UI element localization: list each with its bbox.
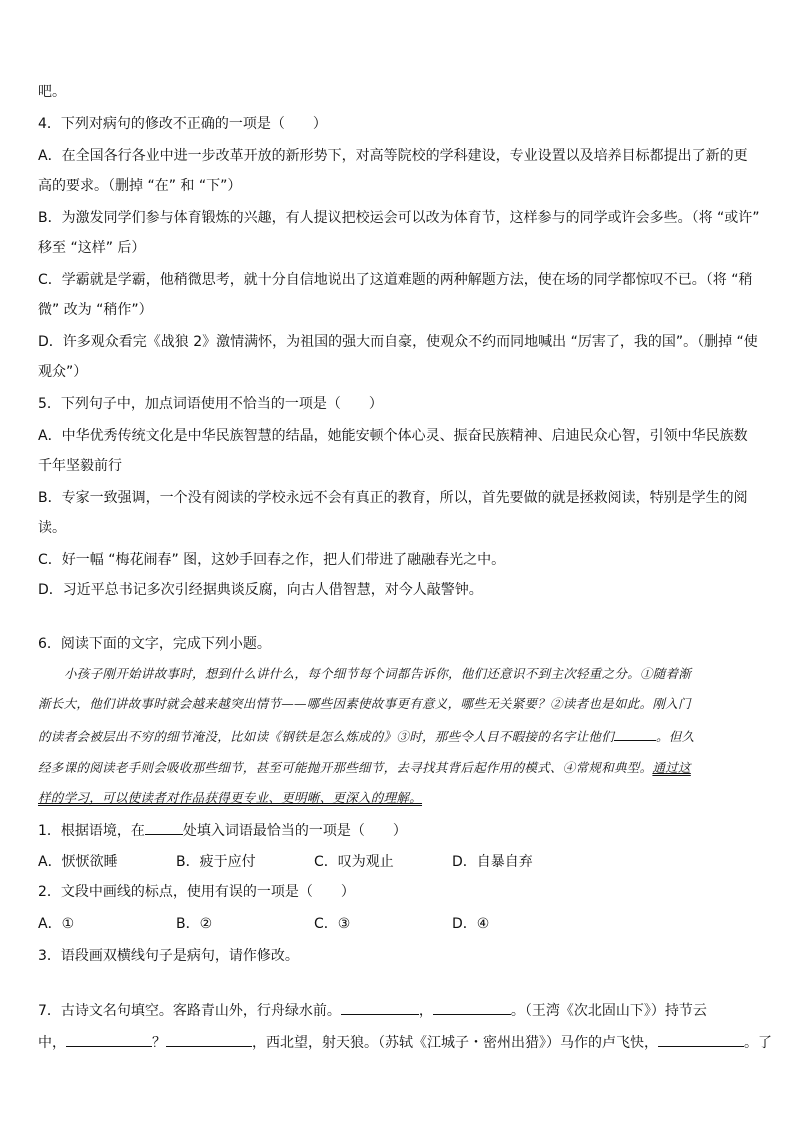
fill-blank[interactable] bbox=[166, 1032, 252, 1047]
q4-option-a-cont: 高的要求。（删掉 “在” 和 “下”） bbox=[38, 178, 242, 194]
question-7 bbox=[38, 1000, 758, 1021]
q1-option-b: B．疲于应付 bbox=[176, 854, 256, 870]
q2-option-b: B．② bbox=[176, 916, 213, 932]
sub-question-1 bbox=[38, 820, 758, 841]
q4-option-c: C．学霸就是学霸，他稍微思考，就十分自信地说出了这道难题的两种解题方法，使在场的同学都惊叹不已。（将 “稍 bbox=[38, 272, 753, 288]
q5-option-b: B．专家一致强调，一个没有阅读的学校永远不会有真正的教育，所以，首先要做的就是拯救阅读，特别是学生的阅 bbox=[38, 490, 748, 506]
q4-option-d-cont: 观众”） bbox=[38, 364, 88, 380]
q5-option-b-cont: 读。 bbox=[38, 520, 66, 536]
passage-text: 。但久 bbox=[656, 729, 695, 744]
question-6-stem: 6．阅读下面的文字，完成下列小题。 bbox=[38, 636, 271, 652]
question-text: ？ bbox=[152, 1035, 166, 1051]
sub-question-2: 2．文段中画线的标点，使用有误的一项是（ ） bbox=[38, 884, 355, 900]
q4-option-b: B．为激发同学们参与体育锻炼的兴趣，有人提议把校运会可以改为体育节，这样参与的同学或许会多些。（将 “或许” bbox=[38, 210, 760, 226]
question-text: ， bbox=[418, 1003, 433, 1019]
q2-option-c: C．③ bbox=[314, 916, 351, 932]
passage-line: 渐长大，他们讲故事时就会越来越突出情节——哪些因素使故事更有意义，哪些无关紧要？②读者也是如此。刚入门 bbox=[38, 696, 691, 711]
q2-option-a: A．① bbox=[38, 916, 75, 932]
q1-option-d: D．自暴自弃 bbox=[452, 854, 533, 870]
double-underlined-text: 样的学习，可以使读者对作品获得更专业、更明晰、更深入的理解。 bbox=[38, 790, 423, 805]
question-text: 。（王湾《次北固山下》）持节云 bbox=[510, 1003, 707, 1019]
q4-option-b-cont: 移至 “这样” 后） bbox=[38, 240, 146, 256]
question-text: 中， bbox=[38, 1035, 66, 1051]
fill-blank[interactable] bbox=[66, 1032, 152, 1047]
passage-text: 经多课的阅读老手则会吸收那些细节，甚至可能抛开那些细节，去寻找其背后起作用的模式、④常规和典型。 bbox=[38, 760, 653, 775]
question-5-stem: 5．下列句子中，加点词语使用不恰当的一项是（ ） bbox=[38, 396, 383, 412]
q1-option-a: A．恹恹欲睡 bbox=[38, 854, 118, 870]
passage-text: 的读者会被层出不穷的细节淹没，比如读《钢铁是怎么炼成的》③时，那些令人目不暇接的名字让他们 bbox=[38, 729, 615, 744]
fill-blank[interactable] bbox=[341, 1000, 419, 1015]
question-4-stem: 4．下列对病句的修改不正确的一项是（ ） bbox=[38, 116, 327, 132]
q4-option-d: D．许多观众看完《战狼 2》激情满怀，为祖国的强大而自豪，使观众不约而同地喊出 “厉害了，我的国”。（删掉 “使 bbox=[38, 334, 758, 350]
sub-question-3: 3．语段画双横线句子是病句，请作修改。 bbox=[38, 948, 299, 964]
q2-option-d: D．④ bbox=[452, 916, 490, 932]
q5-option-a-cont: 千年坚毅前行 bbox=[38, 458, 122, 474]
question-7-cont bbox=[38, 1032, 772, 1053]
question-text: 7．古诗文名句填空。客路青山外，行舟绿水前。 bbox=[38, 1003, 341, 1019]
passage-line: 小孩子刚开始讲故事时，想到什么讲什么，每个细节每个词都告诉你，他们还意识不到主次轻重之分。①随着渐 bbox=[64, 666, 692, 681]
q4-option-c-cont: 微” 改为 “稍作”） bbox=[38, 302, 153, 318]
fill-blank[interactable] bbox=[614, 726, 656, 741]
q5-option-a: A．中华优秀传统文化是中华民族智慧的结晶，她能安顿个体心灵、振奋民族精神、启迪民众心智，引领中华民族数 bbox=[38, 428, 748, 444]
q4-option-a: A．在全国各行各业中进一步改革开放的新形势下，对高等院校的学科建设，专业设置以及培养目标都提出了新的更 bbox=[38, 148, 748, 164]
text-line: 吧。 bbox=[38, 84, 66, 100]
fill-blank[interactable] bbox=[658, 1032, 744, 1047]
q1-option-c: C．叹为观止 bbox=[314, 854, 394, 870]
question-text: ，西北望，射天狼。（苏轼《江城子・密州出猎》）马作的卢飞快， bbox=[252, 1035, 658, 1051]
q5-option-d: D．习近平总书记多次引经据典谈反腐，向古人借智慧，对今人敲警钟。 bbox=[38, 582, 483, 598]
fill-blank[interactable] bbox=[145, 820, 183, 835]
question-text: 。了 bbox=[744, 1035, 772, 1051]
q5-option-c: C．好一幅 “梅花闹春” 图，这妙手回春之作，把人们带进了融融春光之中。 bbox=[38, 552, 506, 568]
fill-blank[interactable] bbox=[433, 1000, 511, 1015]
sub-question-text: 1．根据语境，在 bbox=[38, 823, 145, 839]
sub-question-text: 处填入词语最恰当的一项是（ ） bbox=[182, 823, 407, 839]
passage-line bbox=[38, 726, 758, 747]
passage-line bbox=[38, 758, 758, 778]
double-underlined-text: 通过这 bbox=[652, 760, 691, 775]
